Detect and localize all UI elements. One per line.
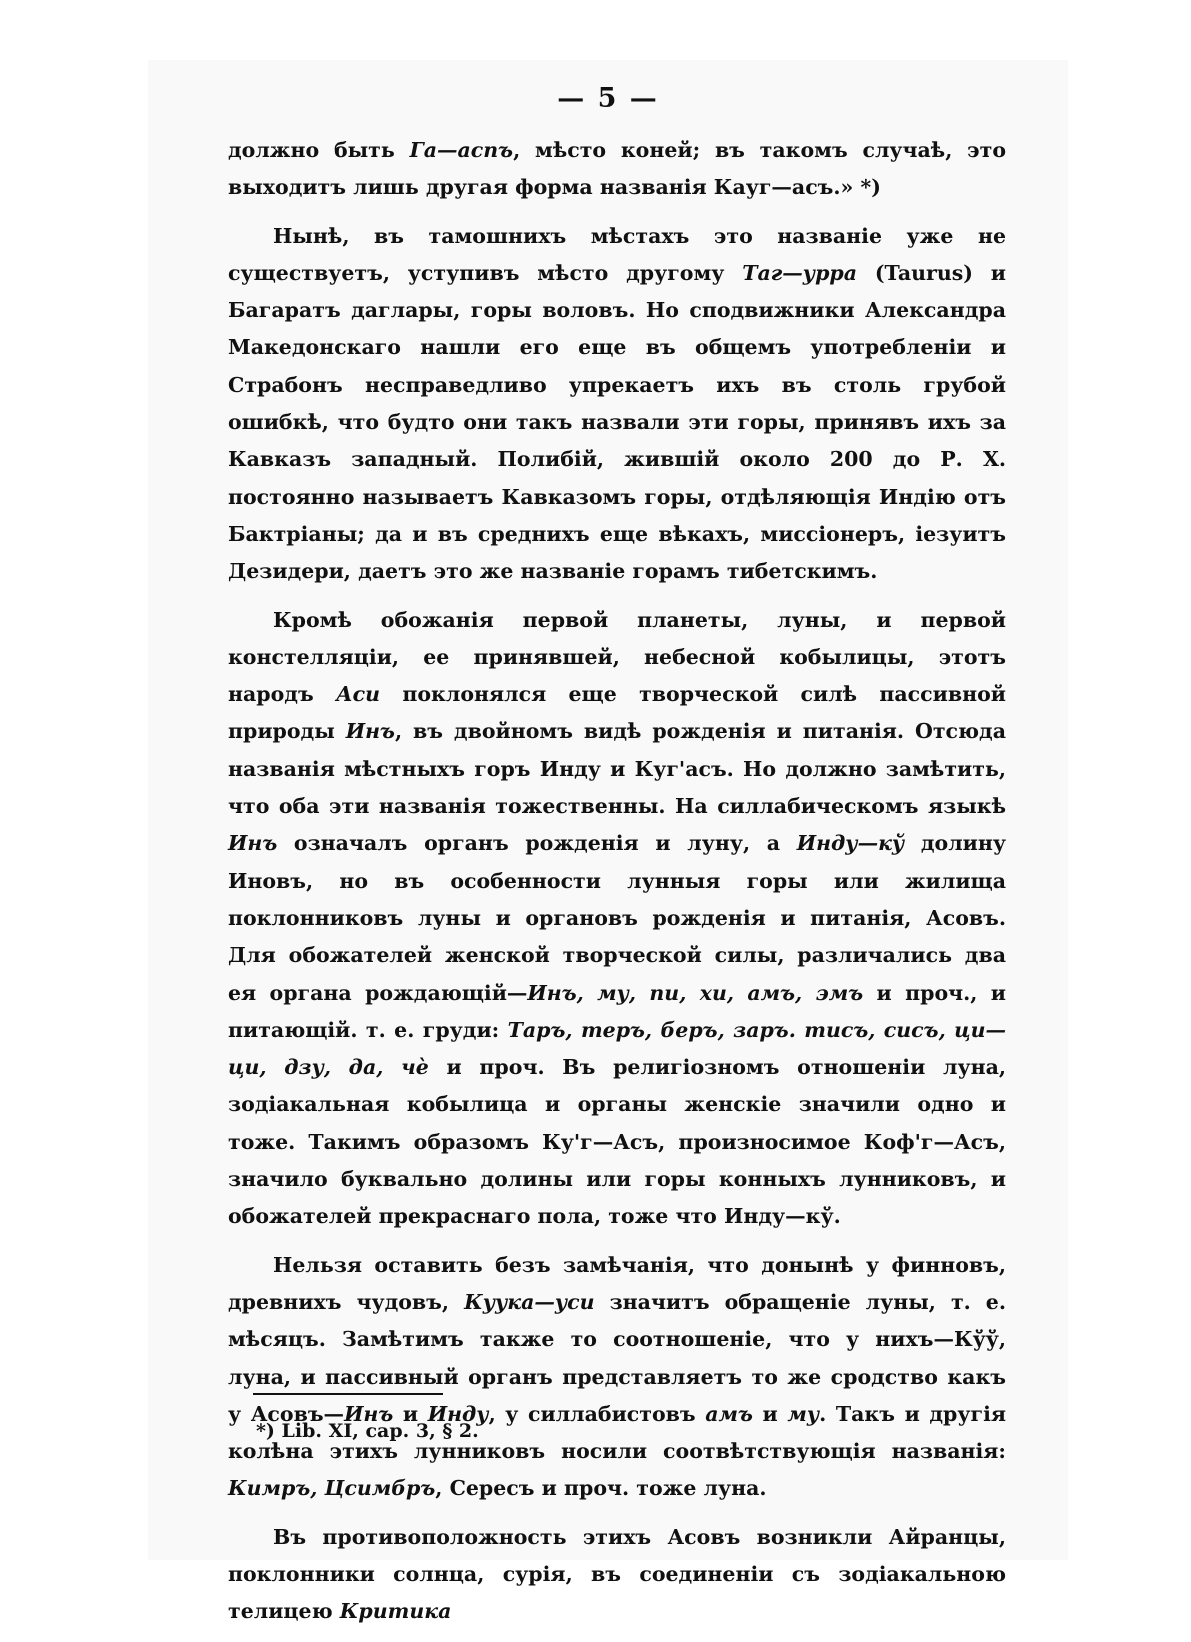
text-run-italic: Таръ, теръ, беръ, заръ. тисъ, сисъ, ци—ци, дзу, да, чѐ	[228, 1017, 1006, 1080]
text-run-italic: Кимръ, Цсимбръ	[228, 1476, 436, 1501]
text-run: значитъ обращеніе луны, т. е. мѣсяцъ. Замѣтимъ также то соотношеніе, что у нихъ—Кўў, луна, и пассивный органъ представляетъ то же сродство какъ у Асовъ—	[228, 1289, 1006, 1426]
text-run: долину Иновъ, но въ особенности лунныя горы или жилища поклонниковъ луны и органовъ рожденія и питанія, Асовъ. Для обожателей женской творческой силы, различались два ея органа рождающій—	[228, 831, 1007, 1005]
text-run: , въ двойномъ видѣ рожденія и питанія. Отсюда названія мѣстныхъ горъ Инду и Куг'асъ. Но должно замѣтить, что оба эти названія тожественны. На силлабическомъ языкѣ	[228, 719, 1007, 819]
text-run: и проч., и питающій. т. е. груди:	[228, 980, 1006, 1042]
text-run: означалъ органъ рожденія и луну, а	[277, 831, 797, 856]
text-run: и проч. Въ религіозномъ отношеніи луна, зодіакальная кобылица и органы женскіе значили одно и тоже. Такимъ образомъ Ку'г—Асъ, произносимое Коф'г—Асъ, значило буквально долины или горы конныхъ лунниковъ, и обожателей прекраснаго пола, тоже что Инду—кў.	[228, 1055, 1006, 1229]
text-run-italic: Инду—кў	[796, 831, 905, 856]
paragraph-4	[228, 1247, 1006, 1508]
text-run-italic: Аси	[335, 682, 381, 707]
paragraph-3	[228, 602, 1006, 1236]
footnote: *) Lib. XI, cap. 3, § 2.	[256, 1420, 479, 1442]
text-run: поклонялся еще творческой силѣ пассивной природы	[228, 682, 1006, 744]
text-run: должно быть	[228, 138, 410, 162]
text-run-italic: амъ	[705, 1401, 753, 1426]
book-page	[148, 60, 1068, 1624]
text-run: Нельзя оставить безъ замѣчанія, что донынѣ у финновъ, древнихъ чудовъ,	[228, 1252, 1006, 1314]
text-run: Кромѣ обожанія первой планеты, луны, и первой констелляціи, ее принявшей, небесной кобылицы, этотъ народъ	[228, 607, 1006, 707]
text-run-italic: Таг—урра	[742, 260, 858, 285]
page-number: — 5 —	[557, 83, 659, 114]
text-run-italic: му	[787, 1401, 820, 1426]
body-text	[228, 132, 1006, 1642]
text-run-italic: Куука—уси	[464, 1289, 595, 1314]
text-run-italic: Инъ	[228, 831, 278, 856]
text-run-italic: Инъ	[344, 1401, 394, 1426]
footnote-divider	[253, 1393, 443, 1395]
text-run: (Taurus) и Багаратъ даглары, горы воловъ. Но сподвижники Александра Македонскаго нашли его еще въ общемъ употребленіи и Страбонъ несправедливо упрекаетъ ихъ въ столь грубой ошибкѣ, что будто они такъ назвали эти горы, принявъ ихъ за Кавказъ западный. Полибій, жившій около 200 до Р. Х. постоянно называетъ Кавказомъ горы, отдѣляющія Индію отъ Бактріаны; да и въ среднихъ еще вѣкахъ, миссіонеръ, іезуитъ Дезидери, даетъ это же названіе горамъ тибетскимъ.	[228, 260, 1006, 584]
text-run: и	[393, 1401, 428, 1426]
paragraph-2	[228, 218, 1006, 591]
text-run: Нынѣ, въ тамошнихъ мѣстахъ это названіе уже не существуетъ, уступивъ мѣсто другому	[228, 223, 1006, 285]
text-run-italic: Критика	[339, 1599, 452, 1624]
paragraph-5	[228, 1519, 1006, 1631]
text-run: , у силлабистовъ	[488, 1401, 706, 1426]
text-run: и	[752, 1401, 788, 1426]
text-run-italic: Га—аспъ	[409, 138, 514, 162]
text-run: , мѣсто коней; въ такомъ случаѣ, это выходитъ лишь другая форма названія Кауг—асъ.» *)	[228, 138, 1006, 200]
text-run: Въ противоположность этихъ Асовъ возникли Айранцы, поклонники солнца, сурія, въ соединеніи съ зодіакальною телицею	[228, 1524, 1006, 1624]
text-run-italic: Инъ	[345, 719, 395, 744]
text-run-italic: Инъ, му, пи, хи, амъ, эмъ	[527, 980, 864, 1005]
text-run: , Сересъ и проч. тоже луна.	[435, 1476, 767, 1501]
paragraph-1	[228, 132, 1006, 207]
text-run-italic: Инду	[427, 1401, 489, 1426]
text-run: . Такъ и другія колѣна этихъ лунниковъ носили соотвѣтствующія названія:	[228, 1401, 1006, 1464]
